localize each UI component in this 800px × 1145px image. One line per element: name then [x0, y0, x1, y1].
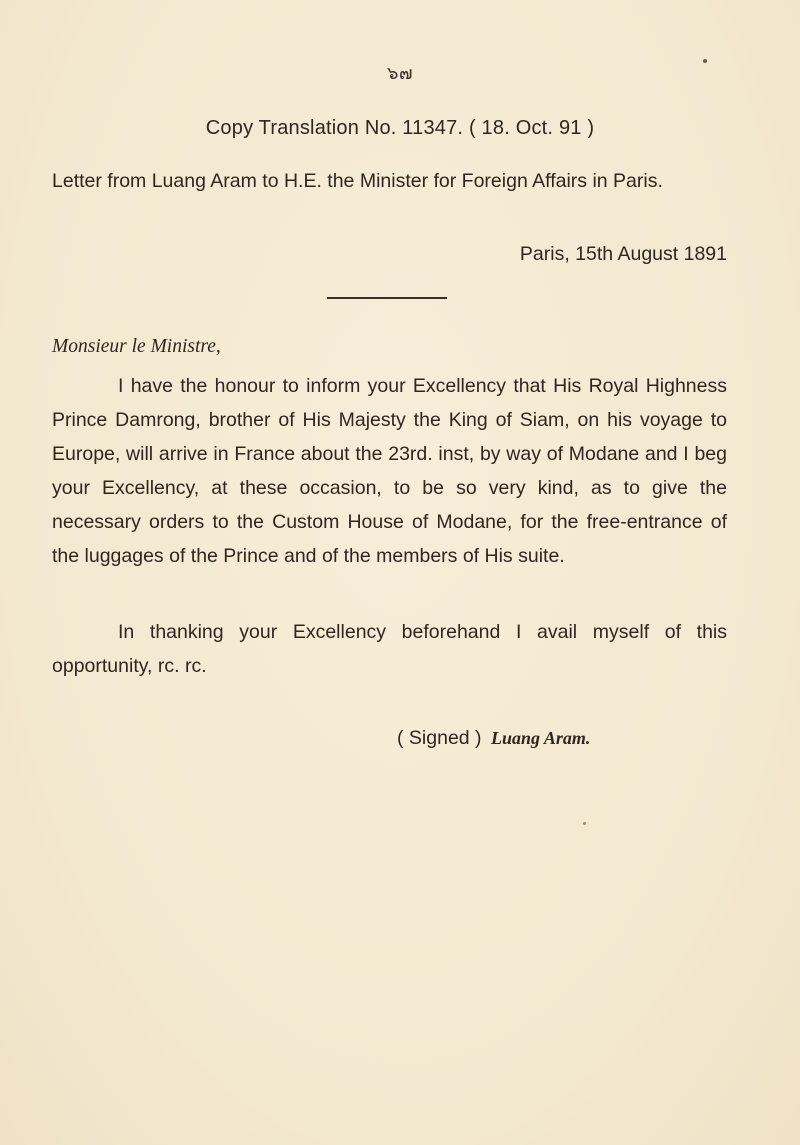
body-paragraph: I have the honour to inform your Excellency that His Royal Highness Prince Damrong, brother of His Majesty the King of Siam, on his voyage to Europe, will arrive in France about the 23rd. inst, by way of Modane and I beg your Excellency, at these occasion, to be so very kind, as to give the necessary orders to the Custom House of Modane, for the free-entrance of the luggages of the Prince and of the members of His suite.: [52, 375, 727, 567]
signature-prefix: ( Signed ): [397, 727, 482, 749]
letter-title: Letter from Luang Aram to H.E. the Minister for Foreign Affairs in Paris.: [52, 170, 663, 192]
ink-speck: [583, 822, 586, 825]
signature: [397, 721, 590, 755]
body-paragraph: In thanking your Excellency beforehand I avail myself of this opportunity, rc. rc.: [52, 621, 727, 677]
signature-name: Luang Aram.: [490, 728, 591, 748]
salutation: Monsieur le Ministre,: [52, 336, 221, 357]
document-heading: Copy Translation No. 11347. ( 18. Oct. 91 ): [205, 117, 595, 139]
divider-rule: [327, 297, 447, 299]
page-number: ๖๗: [387, 63, 413, 83]
dateline: Paris, 15th August 1891: [519, 243, 727, 265]
